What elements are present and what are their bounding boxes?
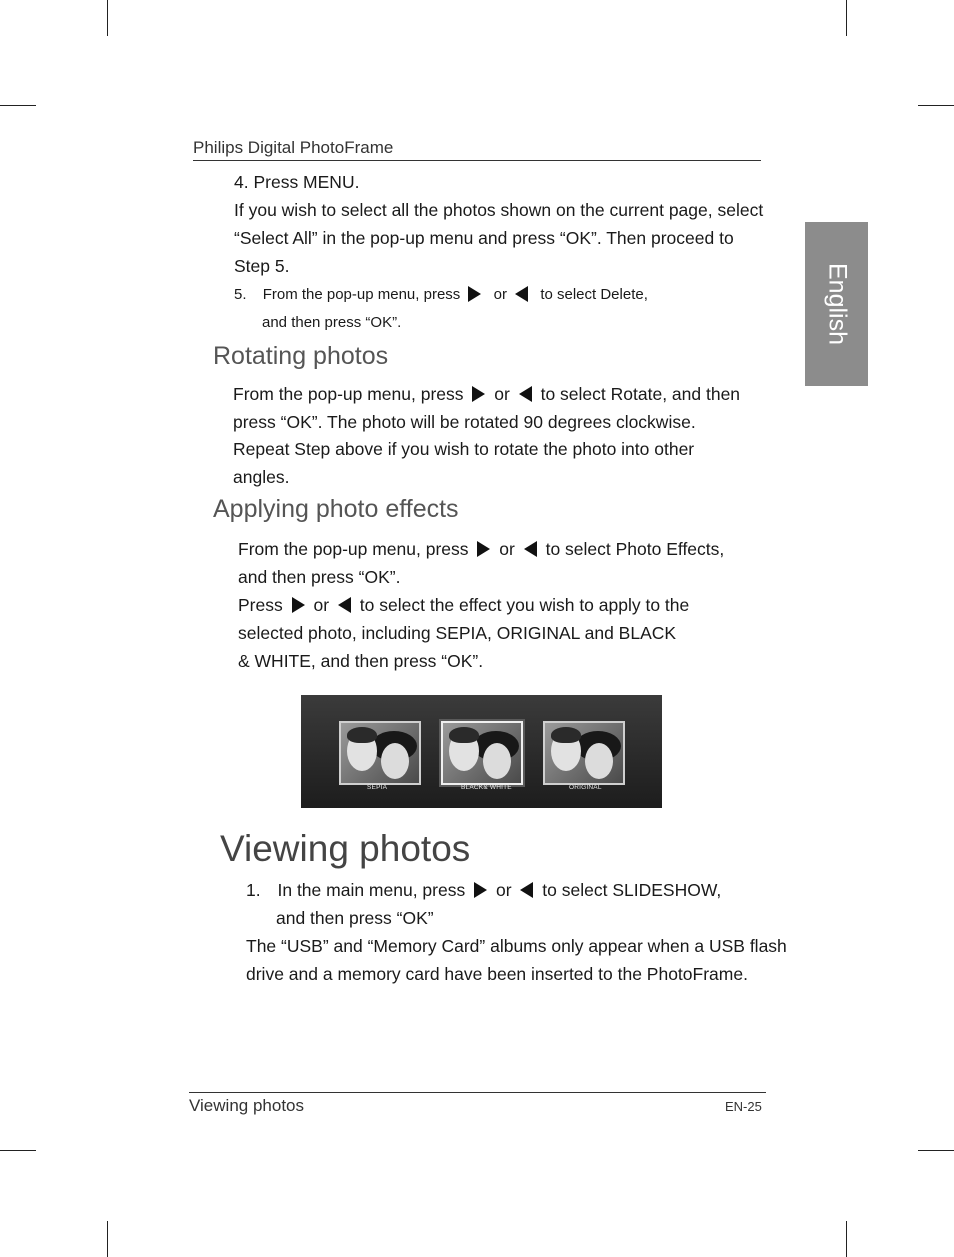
photo-effects-screenshot <box>301 695 662 808</box>
left-arrow-icon <box>338 597 351 613</box>
paragraph-line: Step 5. <box>234 256 290 276</box>
footer-section-title: Viewing photos <box>189 1096 304 1115</box>
effects-line: selected photo, including SEPIA, ORIGINAL and BLACK <box>238 623 677 643</box>
effects-line: & WHITE, and then press “OK”. <box>238 651 484 671</box>
line-text: to select the effect you wish to apply to the <box>359 595 690 615</box>
section-heading-effects: Applying photo effects <box>213 495 459 523</box>
rotating-line: angles. <box>233 467 290 487</box>
effects-line <box>238 539 724 559</box>
line-text: In the main menu, press <box>277 880 466 900</box>
crop-mark <box>0 1150 36 1151</box>
left-arrow-icon <box>520 882 533 898</box>
viewing-step-1-continued: and then press “OK” <box>276 908 434 928</box>
right-arrow-icon <box>472 386 485 402</box>
step-number: 1. <box>246 880 261 900</box>
crop-mark <box>0 105 36 106</box>
chapter-heading: Viewing photos <box>220 828 471 869</box>
line-text: Press <box>238 595 283 615</box>
right-arrow-icon <box>477 541 490 557</box>
step-4: 4. Press MENU. <box>234 172 360 192</box>
or-text: or <box>313 595 330 615</box>
thumbnail-caption: SEPIA <box>367 784 388 791</box>
crop-mark <box>107 1221 108 1257</box>
line-text: to select Photo Effects, <box>545 539 725 559</box>
right-arrow-icon <box>292 597 305 613</box>
language-tab <box>805 222 868 386</box>
left-arrow-icon <box>515 286 528 302</box>
section-heading-rotating: Rotating photos <box>213 342 389 370</box>
rotating-line: Repeat Step above if you wish to rotate the photo into other <box>233 439 695 459</box>
rotating-line: press “OK”. The photo will be rotated 90 degrees clockwise. <box>233 412 696 432</box>
left-arrow-icon <box>519 386 532 402</box>
thumbnail-caption: ORIGINAL <box>569 784 602 791</box>
crop-mark <box>846 1221 847 1257</box>
left-arrow-icon <box>524 541 537 557</box>
viewing-step-1 <box>246 880 721 900</box>
step-number: 5. <box>234 286 247 303</box>
right-arrow-icon <box>474 882 487 898</box>
step-text: to select Delete, <box>540 286 648 303</box>
viewing-note: The “USB” and “Memory Card” albums only appear when a USB flash <box>246 936 787 956</box>
sepia-thumbnail <box>339 721 421 785</box>
header-rule <box>193 160 761 161</box>
language-tab-label: English <box>823 263 851 345</box>
step-5 <box>234 285 648 305</box>
line-text: to select SLIDESHOW, <box>542 880 722 900</box>
or-text: or <box>495 880 512 900</box>
line-text: to select Rotate, and then <box>540 384 741 404</box>
black-white-thumbnail <box>441 721 523 785</box>
original-thumbnail <box>543 721 625 785</box>
paragraph-line: “Select All” in the pop-up menu and press “OK”. Then proceed to <box>234 228 734 248</box>
or-text: or <box>494 384 510 404</box>
step-5-continued: and then press “OK”. <box>262 314 402 331</box>
rotating-line <box>233 384 740 404</box>
crop-mark <box>846 0 847 36</box>
crop-mark <box>918 105 954 106</box>
footer-rule <box>189 1092 766 1093</box>
viewing-note: drive and a memory card have been inserted to the PhotoFrame. <box>246 964 748 984</box>
effects-line <box>238 595 689 615</box>
crop-mark <box>918 1150 954 1151</box>
line-text: From the pop-up menu, press <box>233 384 464 404</box>
step-text: From the pop-up menu, press <box>262 286 461 303</box>
line-text: From the pop-up menu, press <box>238 539 469 559</box>
thumbnail-caption: BLACK& WHITE <box>461 784 512 791</box>
paragraph-line: If you wish to select all the photos shown on the current page, select <box>234 200 764 220</box>
right-arrow-icon <box>468 286 481 302</box>
running-header: Philips Digital PhotoFrame <box>193 138 394 157</box>
crop-mark <box>107 0 108 36</box>
page-number: EN-25 <box>725 1099 762 1114</box>
or-text: or <box>493 286 507 303</box>
or-text: or <box>499 539 515 559</box>
effects-line: and then press “OK”. <box>238 567 401 587</box>
